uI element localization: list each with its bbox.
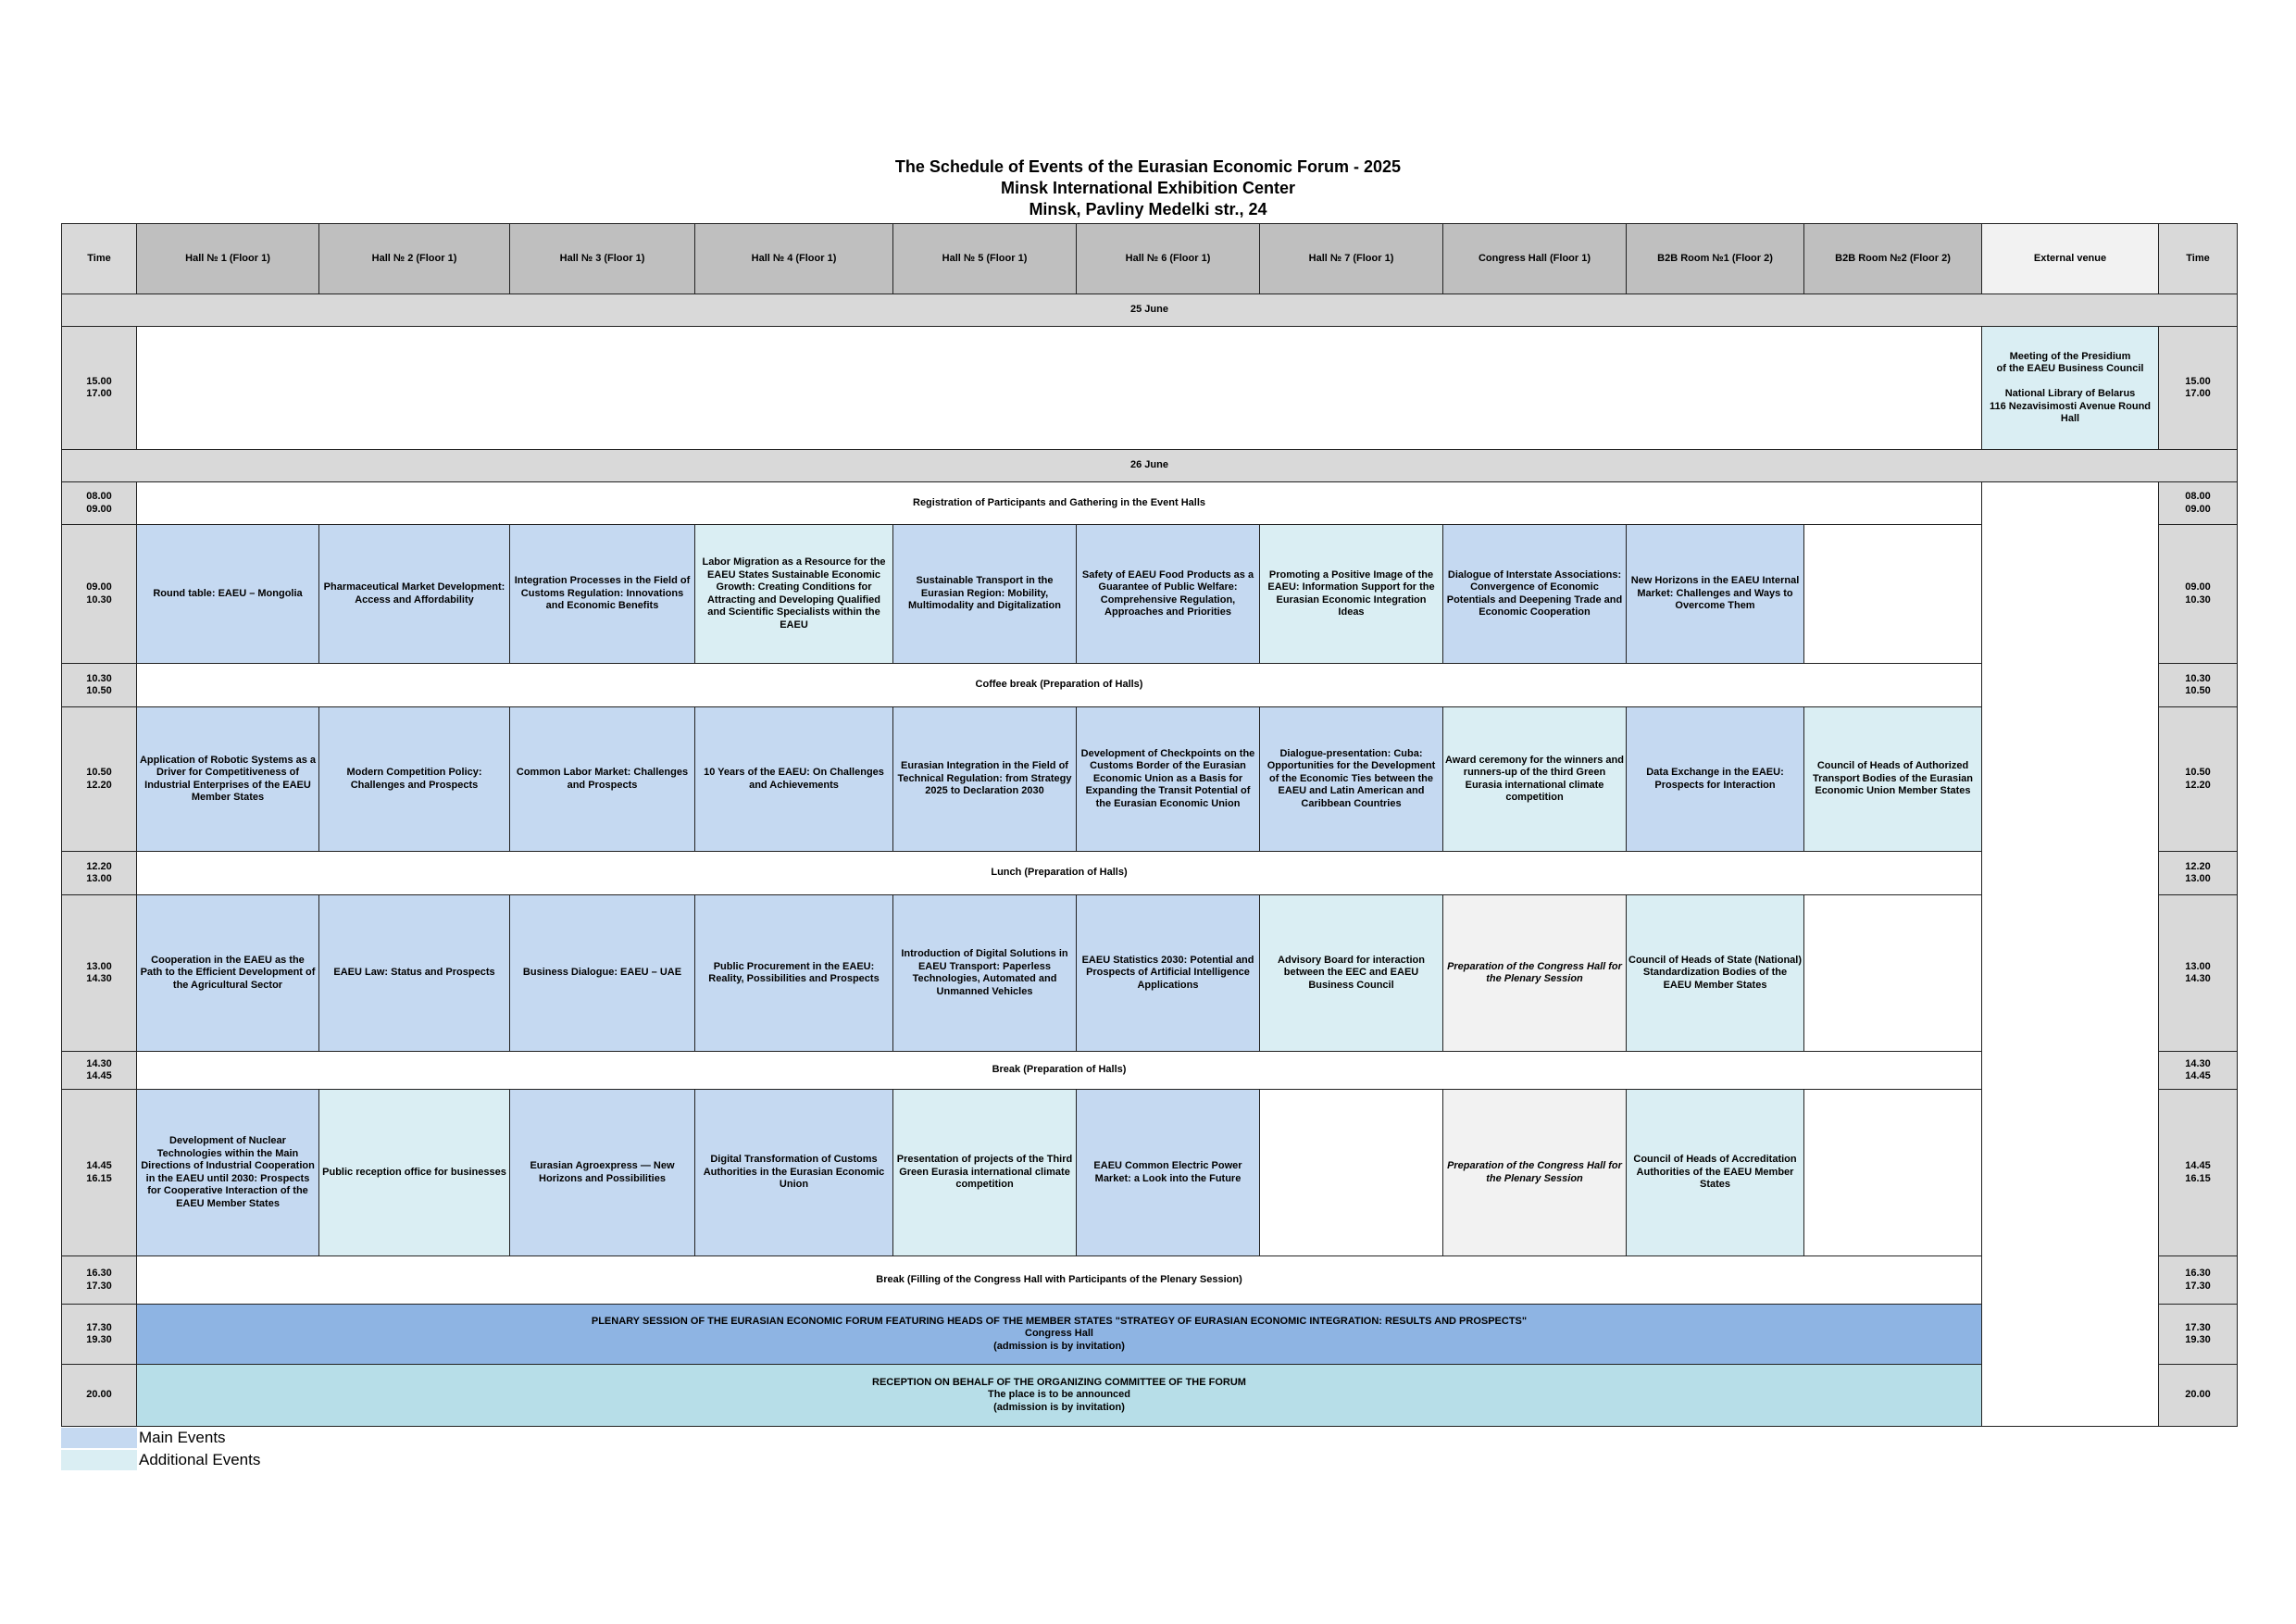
event-cell: Public Procurement in the EAEU: Reality, Possibilities and Prospects <box>695 895 893 1052</box>
event-cell: Presentation of projects of the Third Green Eurasia international climate competition <box>893 1090 1077 1256</box>
legend-label-main: Main Events <box>139 1429 226 1446</box>
header-b2b-room-1: B2B Room №1 (Floor 2) <box>1627 224 1804 294</box>
title-line-1: The Schedule of Events of the Eurasian Economic Forum - 2025 <box>894 157 1402 176</box>
time-cell: 12.20 13.00 <box>62 852 137 895</box>
event-cell: Eurasian Agroexpress — New Horizons and Possibilities <box>510 1090 695 1256</box>
header-time: Time <box>62 224 137 294</box>
reception-cell: RECEPTION ON BEHALF OF THE ORGANIZING COMMITTEE OF THE FORUM The place is to be announced (admission is by invitation) <box>137 1365 1982 1427</box>
event-cell: Pharmaceutical Market Development: Access and Affordability <box>319 525 510 664</box>
external-venue-empty <box>1982 482 2159 1427</box>
header-external-venue: External venue <box>1982 224 2159 294</box>
time-cell-right: 09.00 10.30 <box>2159 525 2238 664</box>
event-cell: Council of Heads of Accreditation Authorities of the EAEU Member States <box>1627 1090 1804 1256</box>
event-cell: Dialogue of Interstate Associations: Convergence of Economic Potentials and Deepening Trade and Economic Cooperation <box>1443 525 1627 664</box>
header-hall-3: Hall № 3 (Floor 1) <box>510 224 695 294</box>
header-b2b-room-2: B2B Room №2 (Floor 2) <box>1804 224 1982 294</box>
lunch-cell: Lunch (Preparation of Halls) <box>137 852 1982 895</box>
event-cell: Digital Transformation of Customs Authorities in the Eurasian Economic Union <box>695 1090 893 1256</box>
event-cell: Data Exchange in the EAEU: Prospects for Interaction <box>1627 707 1804 852</box>
header-hall-6: Hall № 6 (Floor 1) <box>1077 224 1260 294</box>
day-label-25-june: 25 June <box>62 294 2238 327</box>
event-cell: EAEU Law: Status and Prospects <box>319 895 510 1052</box>
time-cell: 14.30 14.45 <box>62 1052 137 1090</box>
event-cell: Round table: EAEU – Mongolia <box>137 525 319 664</box>
title-line-3: Minsk, Pavliny Medelki str., 24 <box>1029 200 1267 219</box>
time-cell-right: 12.20 13.00 <box>2159 852 2238 895</box>
event-cell: Council of Heads of Authorized Transport Bodies of the Eurasian Economic Union Member States <box>1804 707 1982 852</box>
time-cell-right: 15.00 17.00 <box>2159 327 2238 450</box>
time-cell: 10.50 12.20 <box>62 707 137 852</box>
event-cell: New Horizons in the EAEU Internal Market: Challenges and Ways to Overcome Them <box>1627 525 1804 664</box>
time-cell: 09.00 10.30 <box>62 525 137 664</box>
event-cell: Preparation of the Congress Hall for the Plenary Session <box>1443 895 1627 1052</box>
header-time-right: Time <box>2159 224 2238 294</box>
day-label-26-june: 26 June <box>62 450 2238 482</box>
event-cell: Cooperation in the EAEU as the Path to the Efficient Development of the Agricultural Sector <box>137 895 319 1052</box>
time-cell-right: 17.30 19.30 <box>2159 1305 2238 1365</box>
event-cell <box>1804 1090 1982 1256</box>
title-line-2: Minsk International Exhibition Center <box>1000 179 1296 197</box>
time-cell-right: 14.30 14.45 <box>2159 1052 2238 1090</box>
event-cell: Application of Robotic Systems as a Driver for Competitiveness of Industrial Enterprises of the EAEU Member States <box>137 707 319 852</box>
header-congress-hall: Congress Hall (Floor 1) <box>1443 224 1627 294</box>
event-cell: Development of Nuclear Technologies within the Main Directions of Industrial Cooperation in the EAEU until 2030: Prospects for Cooperative Interaction of the EAEU Member States <box>137 1090 319 1256</box>
event-cell: Dialogue-presentation: Cuba: Opportunities for the Development of the Economic Ties between the EAEU and Latin American and Caribbean Countries <box>1260 707 1443 852</box>
plenary-session-cell: PLENARY SESSION OF THE EURASIAN ECONOMIC FORUM FEATURING HEADS OF THE MEMBER STATES "STRATEGY OF EURASIAN ECONOMIC INTEGRATION: RESULTS AND PROSPECTS" Congress Hall (admission is by invitation) <box>137 1305 1982 1365</box>
coffee-break-cell: Coffee break (Preparation of Halls) <box>137 664 1982 707</box>
break-row-1630 <box>62 1256 2238 1305</box>
schedule-table <box>61 223 2238 1427</box>
event-cell: Integration Processes in the Field of Customs Regulation: Innovations and Economic Benefits <box>510 525 695 664</box>
plenary-row <box>62 1305 2238 1365</box>
time-cell: 17.30 19.30 <box>62 1305 137 1365</box>
header-hall-7: Hall № 7 (Floor 1) <box>1260 224 1443 294</box>
time-cell-right: 10.30 10.50 <box>2159 664 2238 707</box>
time-cell: 14.45 16.15 <box>62 1090 137 1256</box>
legend-swatch-additional <box>61 1450 137 1470</box>
event-cell: Advisory Board for interaction between the EEC and EAEU Business Council <box>1260 895 1443 1052</box>
event-cell <box>1260 1090 1443 1256</box>
time-cell-right: 13.00 14.30 <box>2159 895 2238 1052</box>
event-cell <box>1804 525 1982 664</box>
registration-cell: Registration of Participants and Gathering in the Event Halls <box>137 482 1982 525</box>
slot-row-0900 <box>62 525 2238 664</box>
time-cell: 20.00 <box>62 1365 137 1427</box>
day-row-25-june <box>62 294 2238 327</box>
event-cell: Sustainable Transport in the Eurasian Region: Mobility, Multimodality and Digitalization <box>893 525 1077 664</box>
time-cell: 16.30 17.30 <box>62 1256 137 1305</box>
header-hall-2: Hall № 2 (Floor 1) <box>319 224 510 294</box>
reception-row <box>62 1365 2238 1427</box>
time-cell-right: 16.30 17.30 <box>2159 1256 2238 1305</box>
day-row-26-june <box>62 450 2238 482</box>
registration-row <box>62 482 2238 525</box>
time-cell-right: 20.00 <box>2159 1365 2238 1427</box>
lunch-row <box>62 852 2238 895</box>
event-cell: Award ceremony for the winners and runners-up of the third Green Eurasia international climate competition <box>1443 707 1627 852</box>
slot-row-1445 <box>62 1090 2238 1256</box>
legend-swatch-main <box>61 1428 137 1448</box>
break-row-1430 <box>62 1052 2238 1090</box>
event-cell: Common Labor Market: Challenges and Prospects <box>510 707 695 852</box>
time-cell: 10.30 10.50 <box>62 664 137 707</box>
event-cell: Promoting a Positive Image of the EAEU: Information Support for the Eurasian Economic Integration Ideas <box>1260 525 1443 664</box>
event-cell: Labor Migration as a Resource for the EAEU States Sustainable Economic Growth: Creating Conditions for Attracting and Developing Qualified and Scientific Specialists within the EAEU <box>695 525 893 664</box>
time-cell-right: 08.00 09.00 <box>2159 482 2238 525</box>
event-cell: Modern Competition Policy: Challenges and Prospects <box>319 707 510 852</box>
time-cell-right: 10.50 12.20 <box>2159 707 2238 852</box>
event-cell: 10 Years of the EAEU: On Challenges and Achievements <box>695 707 893 852</box>
time-cell: 13.00 14.30 <box>62 895 137 1052</box>
legend-label-additional: Additional Events <box>139 1451 261 1468</box>
event-cell: EAEU Common Electric Power Market: a Look into the Future <box>1077 1090 1260 1256</box>
event-cell: Business Dialogue: EAEU – UAE <box>510 895 695 1052</box>
break-cell: Break (Filling of the Congress Hall with Participants of the Plenary Session) <box>137 1256 1982 1305</box>
external-event-cell: Meeting of the Presidium of the EAEU Business Council National Library of Belarus 116 Nezavisimosti Avenue Round Hall <box>1982 327 2159 450</box>
schedule-title <box>0 156 2296 220</box>
event-cell: Introduction of Digital Solutions in EAEU Transport: Paperless Technologies, Automated and Unmanned Vehicles <box>893 895 1077 1052</box>
time-cell: 08.00 09.00 <box>62 482 137 525</box>
event-cell <box>1804 895 1982 1052</box>
event-cell: EAEU Statistics 2030: Potential and Prospects of Artificial Intelligence Applications <box>1077 895 1260 1052</box>
event-cell: Development of Checkpoints on the Customs Border of the Eurasian Economic Union as a Basis for Expanding the Transit Potential of the Eurasian Economic Union <box>1077 707 1260 852</box>
header-hall-4: Hall № 4 (Floor 1) <box>695 224 893 294</box>
empty-cell <box>137 327 1982 450</box>
break-cell: Break (Preparation of Halls) <box>137 1052 1982 1090</box>
event-cell: Safety of EAEU Food Products as a Guarantee of Public Welfare: Comprehensive Regulation, Approaches and Priorities <box>1077 525 1260 664</box>
header-hall-1: Hall № 1 (Floor 1) <box>137 224 319 294</box>
slot-row-1050 <box>62 707 2238 852</box>
event-cell: Public reception office for businesses <box>319 1090 510 1256</box>
header-hall-5: Hall № 5 (Floor 1) <box>893 224 1077 294</box>
coffee-break-row <box>62 664 2238 707</box>
day1-slot-row <box>62 327 2238 450</box>
event-cell: Eurasian Integration in the Field of Technical Regulation: from Strategy 2025 to Declaration 2030 <box>893 707 1077 852</box>
time-cell: 15.00 17.00 <box>62 327 137 450</box>
slot-row-1300 <box>62 895 2238 1052</box>
header-row <box>62 224 2238 294</box>
time-cell-right: 14.45 16.15 <box>2159 1090 2238 1256</box>
event-cell: Council of Heads of State (National) Standardization Bodies of the EAEU Member States <box>1627 895 1804 1052</box>
event-cell: Preparation of the Congress Hall for the Plenary Session <box>1443 1090 1627 1256</box>
